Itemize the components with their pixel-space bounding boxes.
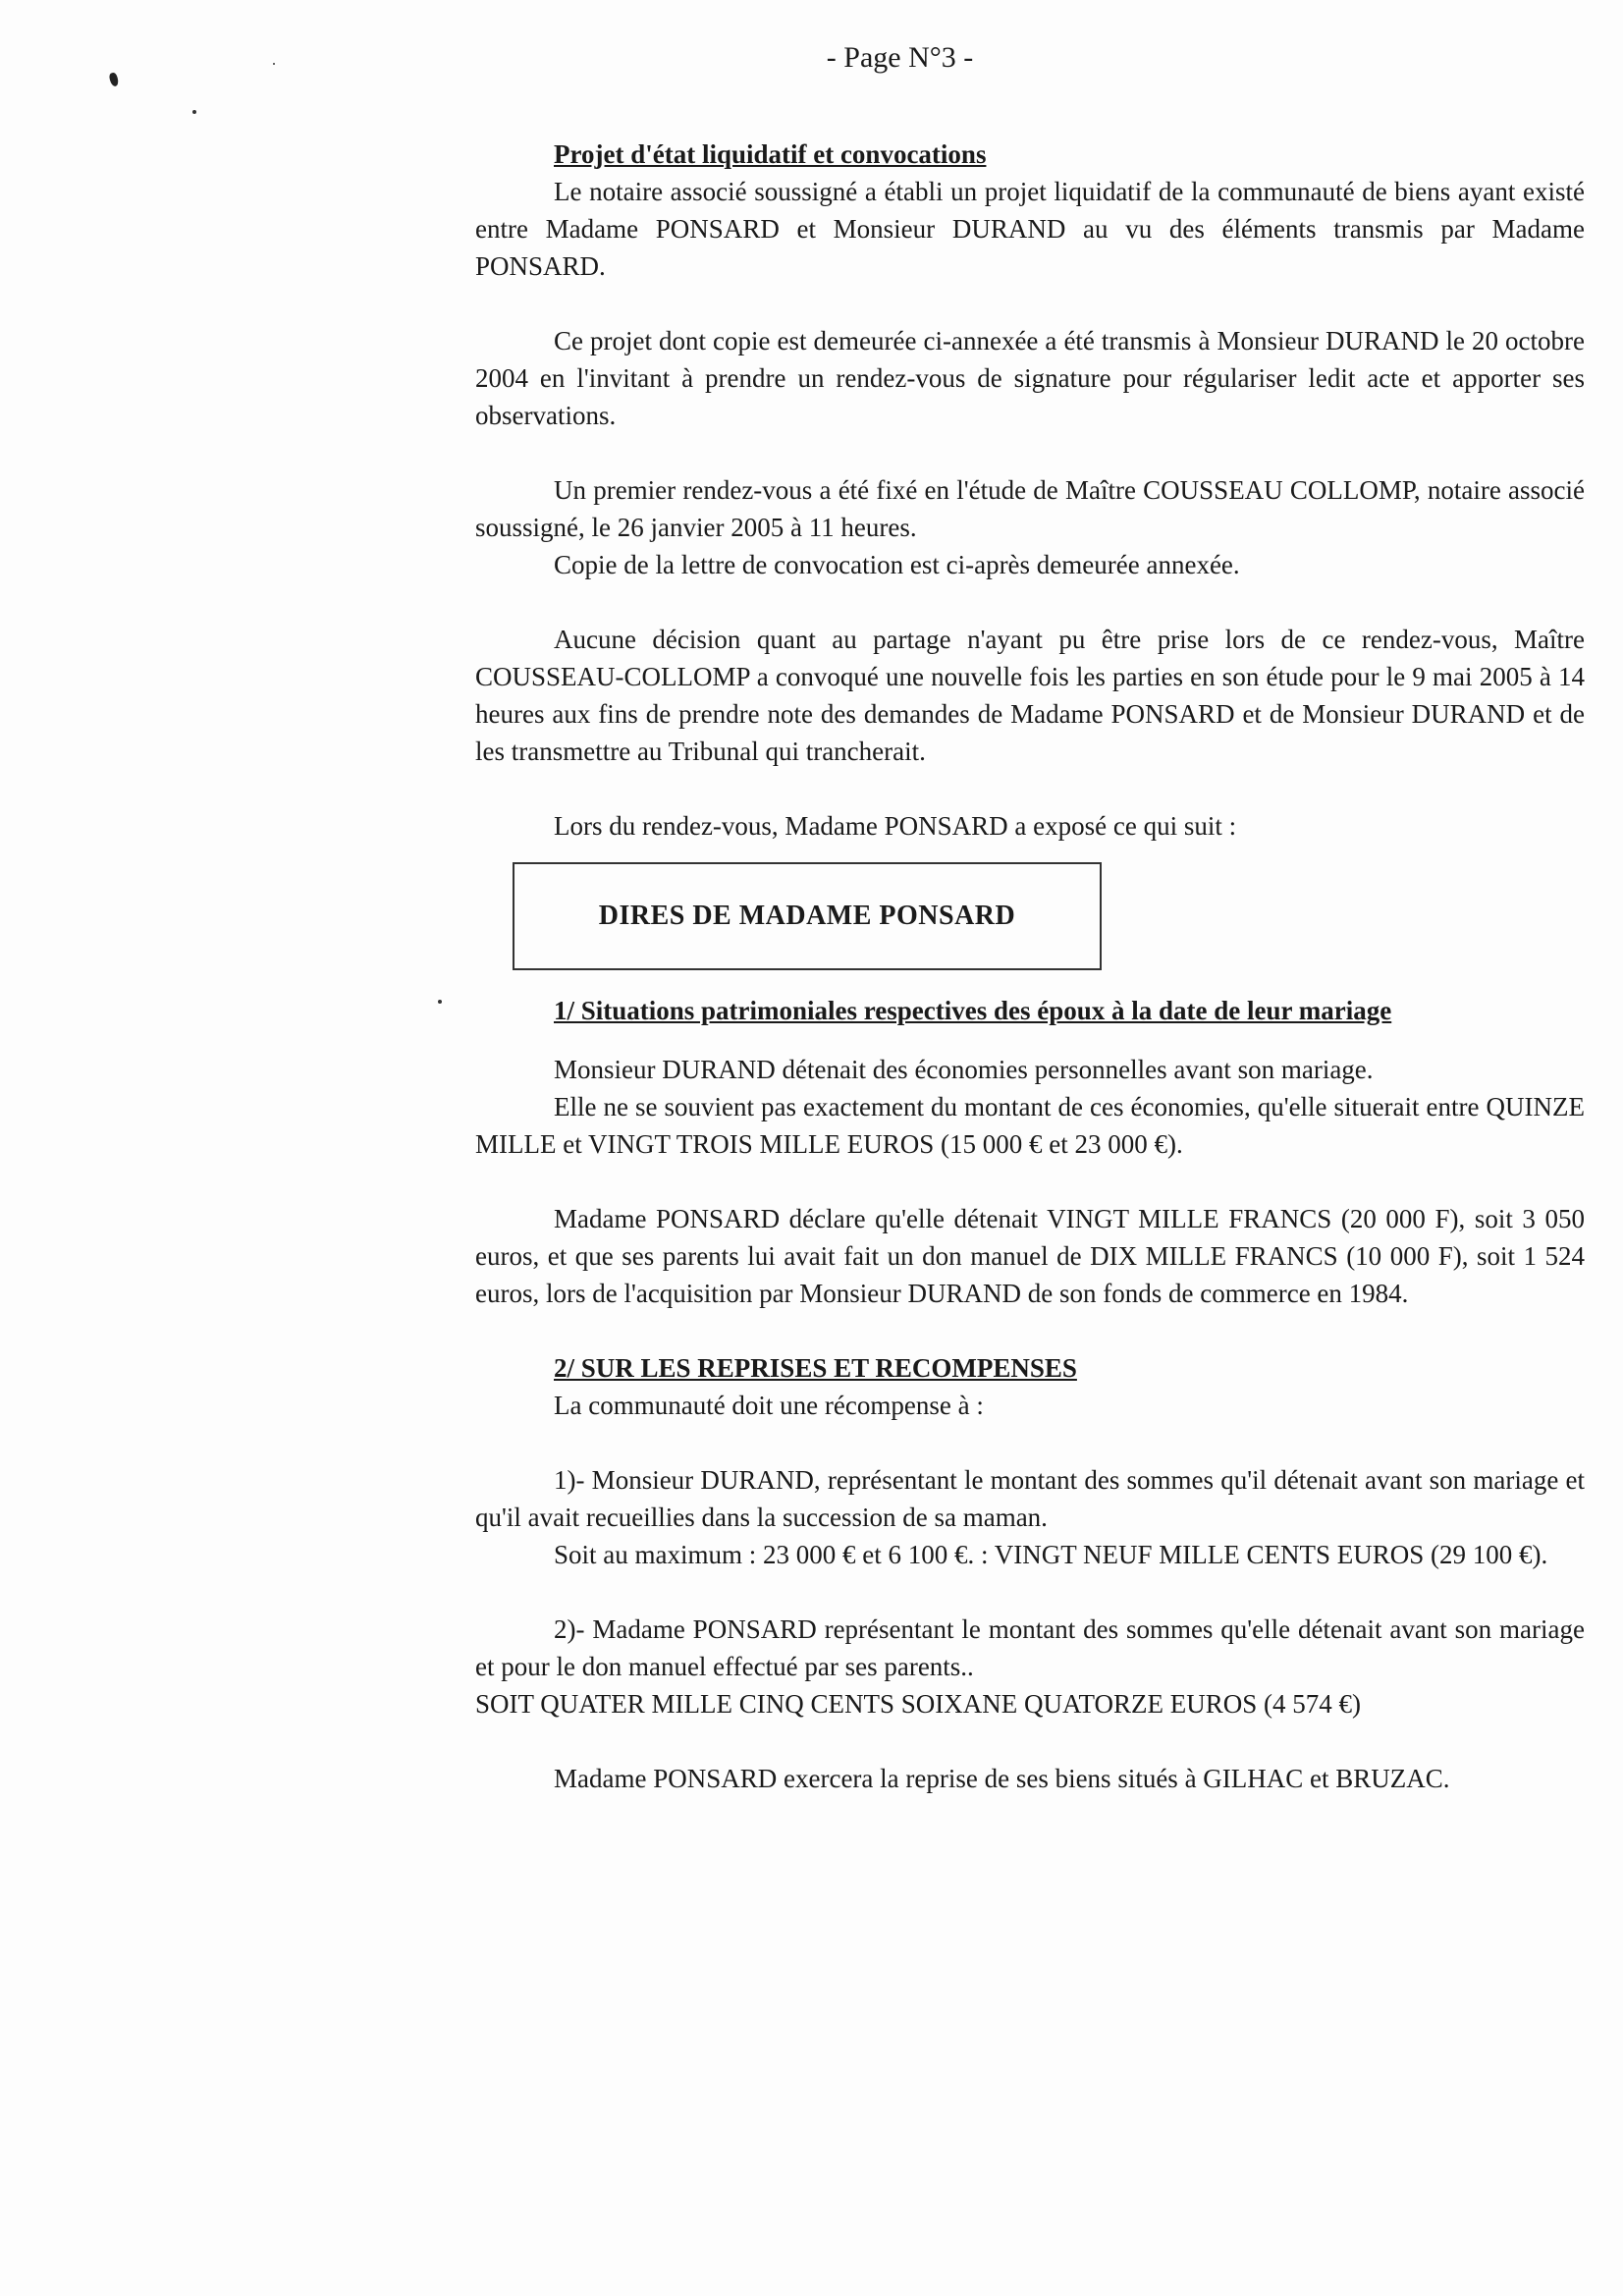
- paragraph: Ce projet dont copie est demeurée ci-annexée a été transmis à Monsieur DURAND le 20 octobre 2004 en l'invitant à prendre un rendez-vous de signature pour régulariser ledit acte et apporter ses observations.: [475, 326, 1585, 430]
- section-box: [513, 862, 1102, 970]
- box-label: DIRES DE MADAME PONSARD: [598, 901, 1016, 931]
- section-title: 2/ SUR LES REPRISES ET RECOMPENSES: [554, 1353, 1077, 1383]
- section-title: 1/ Situations patrimoniales respectives des époux à la date de leur mariage: [554, 996, 1392, 1025]
- paragraph: Soit au maximum : 23 000 € et 6 100 €. : VINGT NEUF MILLE CENTS EUROS (29 100 €).: [554, 1540, 1548, 1569]
- paragraph: Aucune décision quant au partage n'ayant pu être prise lors de ce rendez-vous, Maître COUSSEAU-COLLOMP a convoqué une nouvelle fois les parties en son étude pour le 9 mai 2005 à 14 heures aux fins de prendre note des demandes de Madame PONSARD et de Monsieur DURAND et de les transmettre au Tribunal qui trancherait.: [475, 625, 1585, 766]
- paragraph: SOIT QUATER MILLE CINQ CENTS SOIXANE QUATORZE EUROS (4 574 €): [475, 1689, 1361, 1719]
- paragraph: 1)- Monsieur DURAND, représentant le montant des sommes qu'il détenait avant son mariage et qu'il avait recueillies dans la succession de sa maman.: [475, 1465, 1585, 1532]
- scan-dot: [438, 1000, 442, 1004]
- paragraph: Le notaire associé soussigné a établi un projet liquidatif de la communauté de biens ayant existé entre Madame PONSARD et Monsieur DURAND au vu des éléments transmis par Madame PONSARD.: [475, 177, 1585, 281]
- document-body: [475, 136, 1585, 1797]
- scan-dot: [192, 110, 196, 114]
- paragraph: Lors du rendez-vous, Madame PONSARD a exposé ce qui suit :: [554, 811, 1237, 841]
- paragraph: Madame PONSARD déclare qu'elle détenait VINGT MILLE FRANCS (20 000 F), soit 3 050 euros, et que ses parents lui avait fait un don manuel de DIX MILLE FRANCS (10 000 F), soit 1 524 euros, lors de l'acquisition par Monsieur DURAND de son fonds de commerce en 1984.: [475, 1204, 1585, 1308]
- paragraph: 2)- Madame PONSARD représentant le montant des sommes qu'elle détenait avant son mariage et pour le don manuel effectué par ses parents..: [475, 1614, 1585, 1681]
- paragraph: Madame PONSARD exercera la reprise de ses biens situés à GILHAC et BRUZAC.: [554, 1764, 1450, 1793]
- section-title: Projet d'état liquidatif et convocations: [554, 139, 987, 169]
- paragraph: La communauté doit une récompense à :: [554, 1391, 984, 1420]
- page-number: - Page N°3 -: [826, 41, 974, 74]
- paragraph: Monsieur DURAND détenait des économies personnelles avant son mariage.: [554, 1055, 1374, 1084]
- paragraph: Elle ne se souvient pas exactement du montant de ces économies, qu'elle situerait entre QUINZE MILLE et VINGT TROIS MILLE EUROS (15 000 € et 23 000 €).: [475, 1092, 1585, 1159]
- paragraph: Copie de la lettre de convocation est ci-après demeurée annexée.: [554, 550, 1240, 579]
- paragraph: Un premier rendez-vous a été fixé en l'étude de Maître COUSSEAU COLLOMP, notaire associé soussigné, le 26 janvier 2005 à 11 heures.: [475, 475, 1585, 542]
